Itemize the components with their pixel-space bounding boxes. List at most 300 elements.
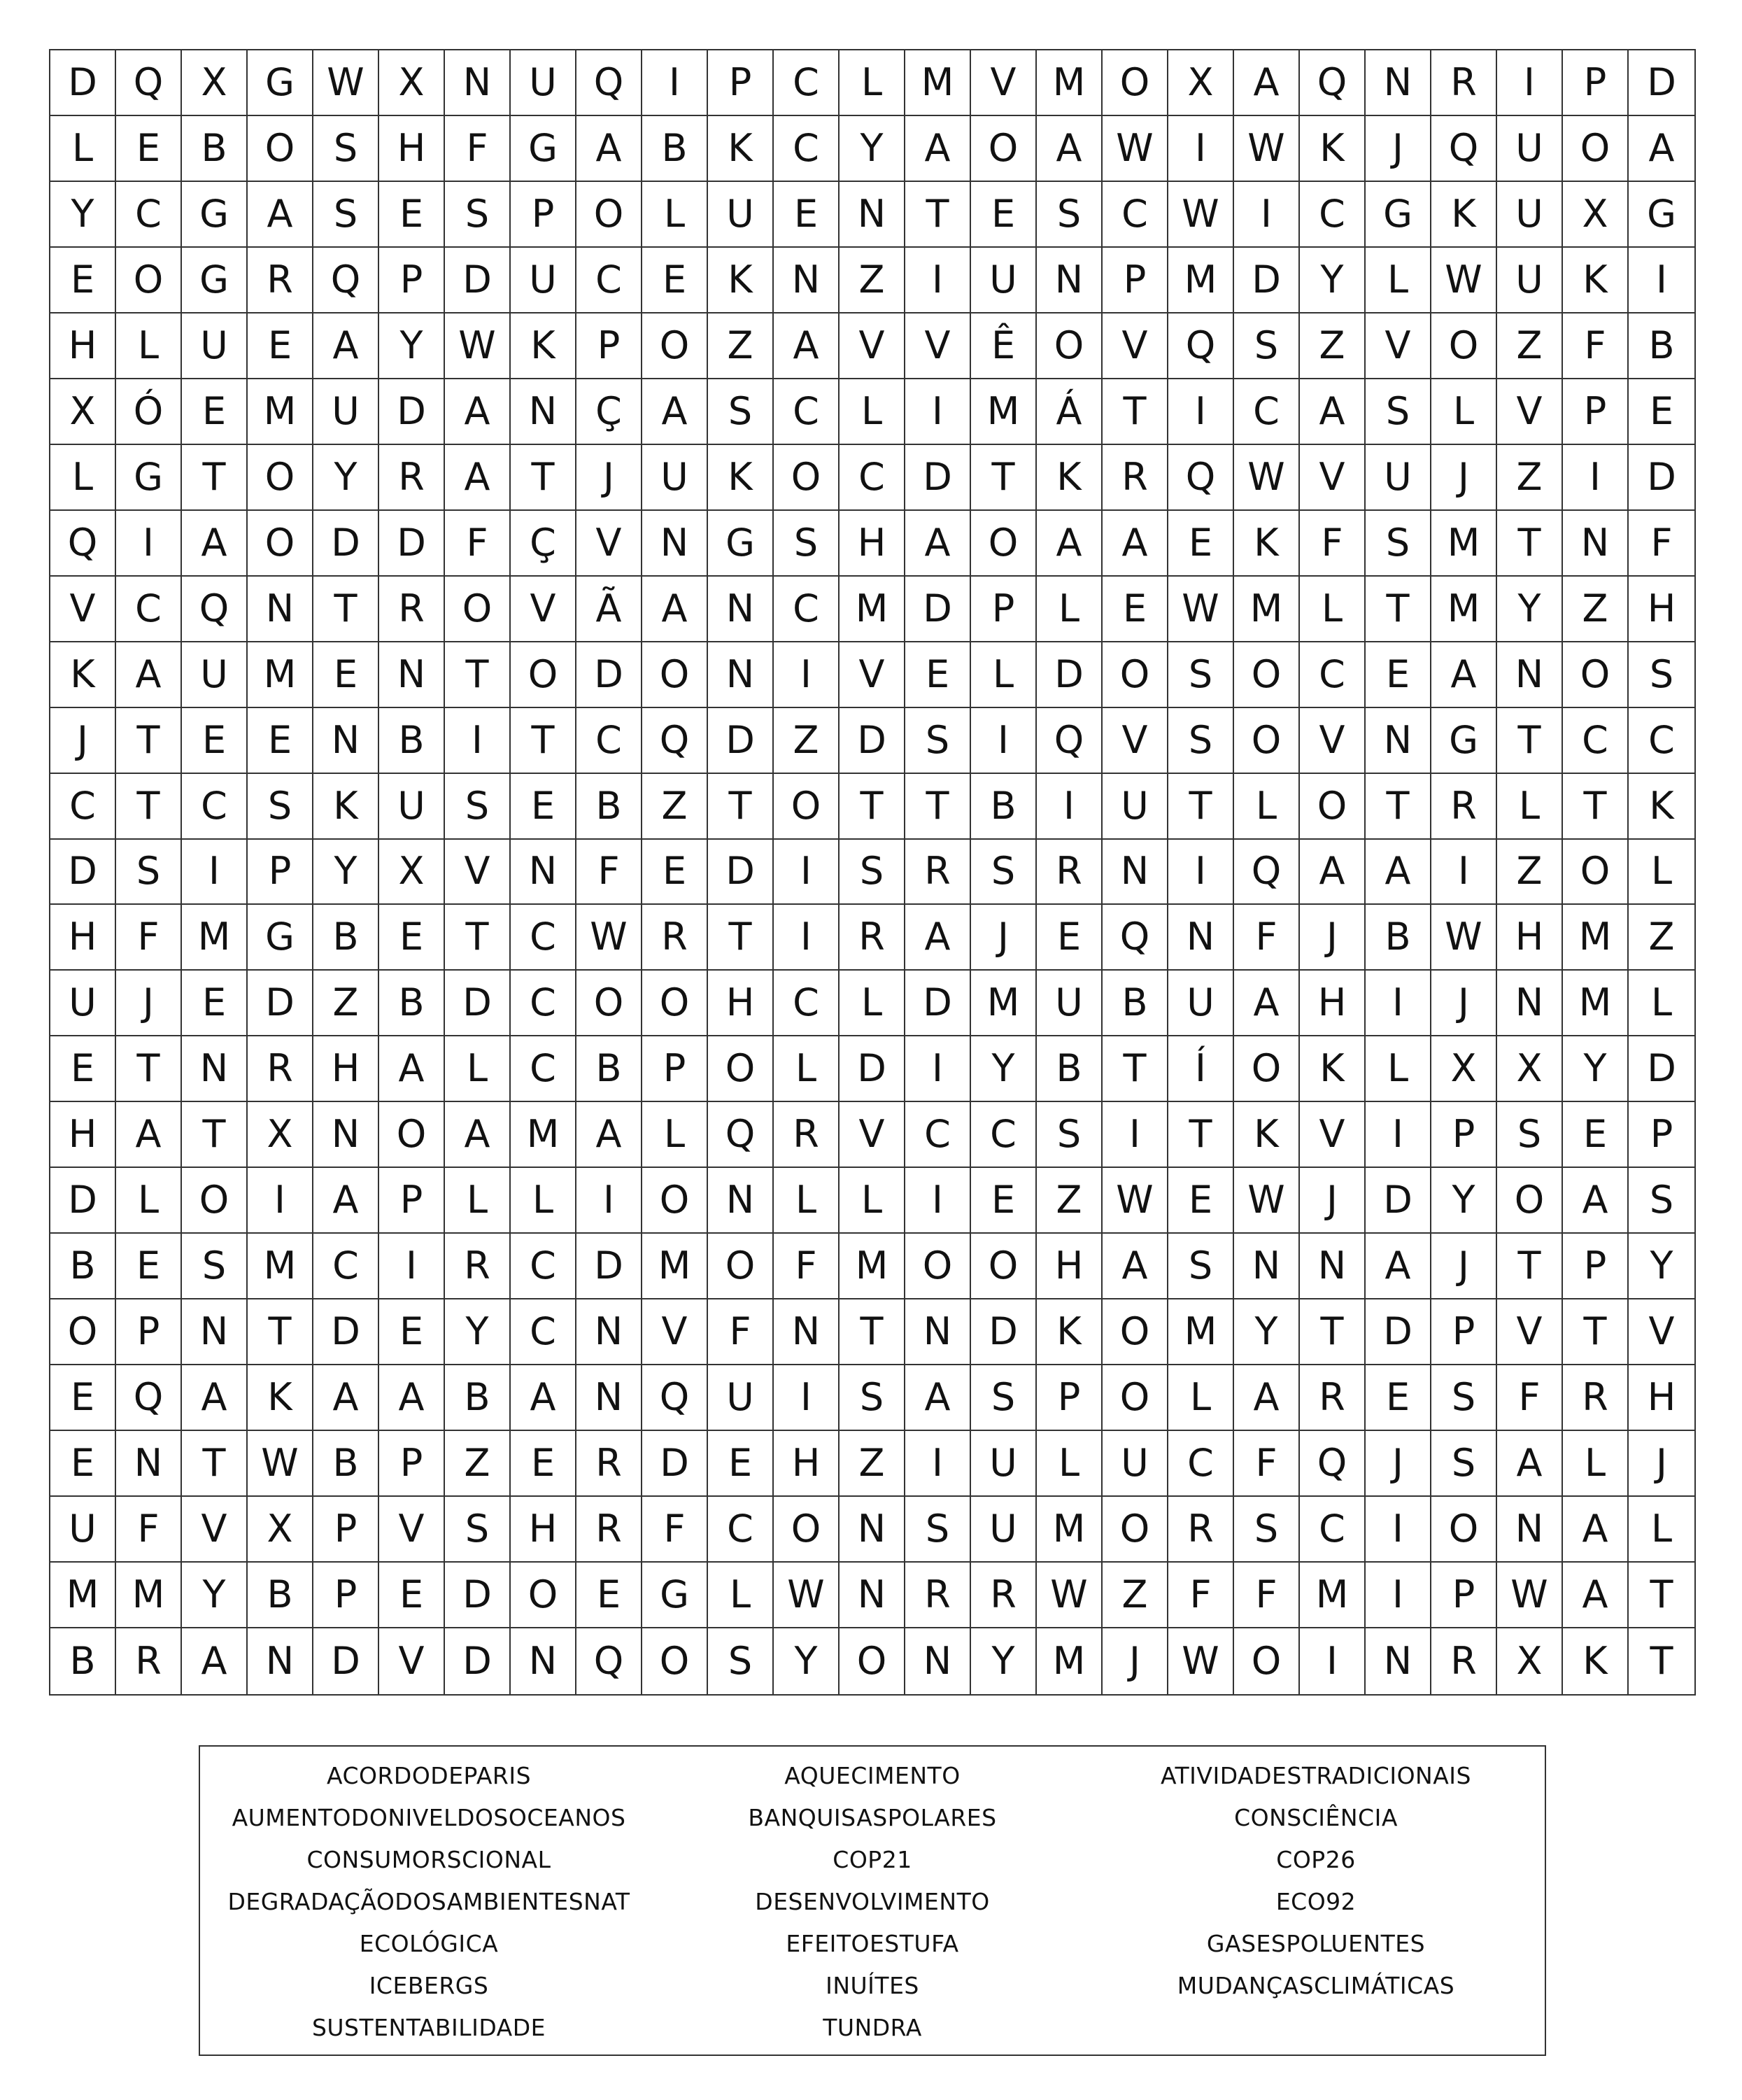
grid-cell[interactable]: Q — [642, 1365, 708, 1431]
grid-cell[interactable]: D — [1234, 248, 1300, 313]
grid-cell[interactable]: S — [1037, 1102, 1103, 1168]
grid-cell[interactable]: Z — [642, 774, 708, 840]
grid-cell[interactable]: O — [511, 1563, 576, 1628]
grid-cell[interactable]: M — [1431, 511, 1497, 577]
grid-cell[interactable]: P — [248, 840, 313, 905]
grid-cell[interactable]: S — [1168, 708, 1234, 774]
grid-cell[interactable]: S — [708, 379, 774, 445]
grid-cell[interactable]: A — [905, 511, 971, 577]
grid-cell[interactable]: S — [1431, 1431, 1497, 1497]
grid-cell[interactable]: O — [248, 445, 313, 511]
grid-cell[interactable]: G — [1366, 182, 1431, 248]
grid-cell[interactable]: E — [379, 1563, 445, 1628]
grid-cell[interactable]: A — [116, 1102, 182, 1168]
grid-cell[interactable]: N — [116, 1431, 182, 1497]
grid-cell[interactable]: L — [1629, 840, 1694, 905]
grid-cell[interactable]: C — [313, 1234, 379, 1299]
grid-cell[interactable]: S — [905, 1497, 971, 1563]
grid-cell[interactable]: C — [1300, 642, 1366, 708]
grid-cell[interactable]: H — [1037, 1234, 1103, 1299]
grid-cell[interactable]: B — [576, 774, 642, 840]
grid-cell[interactable]: Z — [1037, 1168, 1103, 1234]
grid-cell[interactable]: T — [116, 708, 182, 774]
grid-cell[interactable]: E — [116, 1234, 182, 1299]
grid-cell[interactable]: J — [1431, 445, 1497, 511]
grid-cell[interactable]: O — [1497, 1168, 1563, 1234]
grid-cell[interactable]: D — [248, 971, 313, 1036]
grid-cell[interactable]: G — [511, 116, 576, 182]
grid-cell[interactable]: Z — [1563, 577, 1629, 642]
grid-cell[interactable]: Z — [313, 971, 379, 1036]
grid-cell[interactable]: P — [1103, 248, 1168, 313]
grid-cell[interactable]: O — [576, 971, 642, 1036]
grid-cell[interactable]: N — [1366, 1628, 1431, 1694]
grid-cell[interactable]: Ã — [576, 577, 642, 642]
grid-cell[interactable]: U — [313, 379, 379, 445]
grid-cell[interactable]: K — [708, 248, 774, 313]
grid-cell[interactable]: C — [116, 577, 182, 642]
grid-cell[interactable]: I — [1431, 840, 1497, 905]
grid-cell[interactable]: O — [1563, 840, 1629, 905]
grid-cell[interactable]: O — [774, 774, 840, 840]
grid-cell[interactable]: O — [642, 313, 708, 379]
grid-cell[interactable]: B — [971, 774, 1037, 840]
grid-cell[interactable]: G — [116, 445, 182, 511]
grid-cell[interactable]: C — [1234, 379, 1300, 445]
grid-cell[interactable]: O — [576, 182, 642, 248]
grid-cell[interactable]: W — [1497, 1563, 1563, 1628]
grid-cell[interactable]: V — [1300, 445, 1366, 511]
grid-cell[interactable]: O — [774, 1497, 840, 1563]
grid-cell[interactable]: J — [1300, 1168, 1366, 1234]
grid-cell[interactable]: O — [1103, 642, 1168, 708]
grid-cell[interactable]: S — [1431, 1365, 1497, 1431]
grid-cell[interactable]: R — [905, 1563, 971, 1628]
grid-cell[interactable]: O — [840, 1628, 905, 1694]
grid-cell[interactable]: Z — [1300, 313, 1366, 379]
grid-cell[interactable]: M — [50, 1563, 116, 1628]
grid-cell[interactable]: U — [1497, 248, 1563, 313]
grid-cell[interactable]: A — [1037, 511, 1103, 577]
grid-cell[interactable]: S — [1234, 313, 1300, 379]
grid-cell[interactable]: D — [50, 1168, 116, 1234]
grid-cell[interactable]: L — [1366, 1036, 1431, 1102]
grid-cell[interactable]: Z — [1497, 840, 1563, 905]
grid-cell[interactable]: A — [445, 445, 511, 511]
grid-cell[interactable]: S — [971, 840, 1037, 905]
grid-cell[interactable]: J — [50, 708, 116, 774]
grid-cell[interactable]: E — [1366, 642, 1431, 708]
grid-cell[interactable]: P — [642, 1036, 708, 1102]
grid-cell[interactable]: F — [708, 1299, 774, 1365]
grid-cell[interactable]: Y — [1629, 1234, 1694, 1299]
grid-cell[interactable]: Z — [840, 1431, 905, 1497]
grid-cell[interactable]: M — [1037, 50, 1103, 116]
grid-cell[interactable]: W — [248, 1431, 313, 1497]
grid-cell[interactable]: X — [1563, 182, 1629, 248]
grid-cell[interactable]: M — [248, 379, 313, 445]
grid-cell[interactable]: H — [50, 313, 116, 379]
grid-cell[interactable]: U — [511, 50, 576, 116]
grid-cell[interactable]: J — [1366, 116, 1431, 182]
grid-cell[interactable]: M — [840, 1234, 905, 1299]
grid-cell[interactable]: V — [576, 511, 642, 577]
grid-cell[interactable]: P — [1563, 50, 1629, 116]
grid-cell[interactable]: E — [905, 642, 971, 708]
grid-cell[interactable]: E — [1168, 511, 1234, 577]
grid-cell[interactable]: I — [905, 379, 971, 445]
grid-cell[interactable]: E — [1629, 379, 1694, 445]
grid-cell[interactable]: F — [116, 1497, 182, 1563]
grid-cell[interactable]: W — [1037, 1563, 1103, 1628]
grid-cell[interactable]: R — [379, 445, 445, 511]
grid-cell[interactable]: E — [576, 1563, 642, 1628]
grid-cell[interactable]: B — [248, 1563, 313, 1628]
grid-cell[interactable]: Z — [840, 248, 905, 313]
grid-cell[interactable]: E — [1563, 1102, 1629, 1168]
grid-cell[interactable]: N — [313, 708, 379, 774]
grid-cell[interactable]: C — [50, 774, 116, 840]
grid-cell[interactable]: D — [840, 1036, 905, 1102]
grid-cell[interactable]: T — [182, 445, 248, 511]
grid-cell[interactable]: R — [1431, 1628, 1497, 1694]
grid-cell[interactable]: V — [1629, 1299, 1694, 1365]
grid-cell[interactable]: Y — [1234, 1299, 1300, 1365]
grid-cell[interactable]: F — [116, 905, 182, 971]
grid-cell[interactable]: K — [313, 774, 379, 840]
grid-cell[interactable]: U — [1103, 1431, 1168, 1497]
grid-cell[interactable]: W — [1103, 1168, 1168, 1234]
grid-cell[interactable]: C — [971, 1102, 1037, 1168]
grid-cell[interactable]: L — [774, 1168, 840, 1234]
grid-cell[interactable]: J — [1431, 971, 1497, 1036]
grid-cell[interactable]: B — [642, 116, 708, 182]
grid-cell[interactable]: C — [1168, 1431, 1234, 1497]
grid-cell[interactable]: U — [1103, 774, 1168, 840]
grid-cell[interactable]: P — [379, 1168, 445, 1234]
grid-cell[interactable]: E — [511, 774, 576, 840]
grid-cell[interactable]: V — [1300, 708, 1366, 774]
grid-cell[interactable]: C — [1629, 708, 1694, 774]
grid-cell[interactable]: A — [1563, 1497, 1629, 1563]
grid-cell[interactable]: J — [1629, 1431, 1694, 1497]
grid-cell[interactable]: A — [905, 1365, 971, 1431]
grid-cell[interactable]: W — [1234, 445, 1300, 511]
grid-cell[interactable]: U — [971, 1431, 1037, 1497]
grid-cell[interactable]: P — [379, 1431, 445, 1497]
grid-cell[interactable]: F — [445, 511, 511, 577]
grid-cell[interactable]: O — [445, 577, 511, 642]
grid-cell[interactable]: W — [576, 905, 642, 971]
grid-cell[interactable]: G — [182, 182, 248, 248]
grid-cell[interactable]: M — [1563, 971, 1629, 1036]
grid-cell[interactable]: N — [313, 1102, 379, 1168]
grid-cell[interactable]: X — [379, 840, 445, 905]
grid-cell[interactable]: D — [1629, 50, 1694, 116]
grid-cell[interactable]: B — [50, 1628, 116, 1694]
grid-cell[interactable]: C — [905, 1102, 971, 1168]
grid-cell[interactable]: F — [1234, 1431, 1300, 1497]
grid-cell[interactable]: O — [642, 1628, 708, 1694]
grid-cell[interactable]: U — [971, 1497, 1037, 1563]
grid-cell[interactable]: A — [1103, 1234, 1168, 1299]
grid-cell[interactable]: D — [1629, 445, 1694, 511]
grid-cell[interactable]: Q — [708, 1102, 774, 1168]
grid-cell[interactable]: E — [379, 1299, 445, 1365]
grid-cell[interactable]: E — [248, 708, 313, 774]
grid-cell[interactable]: P — [1563, 379, 1629, 445]
grid-cell[interactable]: O — [1037, 313, 1103, 379]
grid-cell[interactable]: E — [642, 248, 708, 313]
grid-cell[interactable]: K — [1037, 1299, 1103, 1365]
grid-cell[interactable]: D — [905, 971, 971, 1036]
grid-cell[interactable]: Z — [1103, 1563, 1168, 1628]
grid-cell[interactable]: R — [116, 1628, 182, 1694]
grid-cell[interactable]: R — [576, 1431, 642, 1497]
grid-cell[interactable]: I — [1366, 971, 1431, 1036]
grid-cell[interactable]: Q — [1300, 1431, 1366, 1497]
grid-cell[interactable]: E — [1366, 1365, 1431, 1431]
grid-cell[interactable]: T — [511, 708, 576, 774]
grid-cell[interactable]: D — [445, 248, 511, 313]
grid-cell[interactable]: C — [511, 1299, 576, 1365]
grid-cell[interactable]: D — [445, 1628, 511, 1694]
grid-cell[interactable]: H — [50, 905, 116, 971]
grid-cell[interactable]: S — [1629, 642, 1694, 708]
grid-cell[interactable]: C — [708, 1497, 774, 1563]
grid-cell[interactable]: U — [708, 1365, 774, 1431]
grid-cell[interactable]: D — [905, 445, 971, 511]
grid-cell[interactable]: L — [1629, 1497, 1694, 1563]
grid-cell[interactable]: Q — [50, 511, 116, 577]
grid-cell[interactable]: Z — [1497, 445, 1563, 511]
grid-cell[interactable]: W — [1168, 577, 1234, 642]
grid-cell[interactable]: E — [116, 116, 182, 182]
grid-cell[interactable]: I — [971, 708, 1037, 774]
grid-cell[interactable]: U — [1168, 971, 1234, 1036]
grid-cell[interactable]: F — [642, 1497, 708, 1563]
grid-cell[interactable]: R — [445, 1234, 511, 1299]
grid-cell[interactable]: R — [1168, 1497, 1234, 1563]
grid-cell[interactable]: A — [511, 1365, 576, 1431]
grid-cell[interactable]: I — [1037, 774, 1103, 840]
grid-cell[interactable]: C — [774, 379, 840, 445]
grid-cell[interactable]: D — [445, 1563, 511, 1628]
grid-cell[interactable]: L — [774, 1036, 840, 1102]
grid-cell[interactable]: A — [116, 642, 182, 708]
grid-cell[interactable]: N — [511, 379, 576, 445]
grid-cell[interactable]: H — [379, 116, 445, 182]
grid-cell[interactable]: F — [445, 116, 511, 182]
grid-cell[interactable]: F — [774, 1234, 840, 1299]
grid-cell[interactable]: P — [313, 1563, 379, 1628]
grid-cell[interactable]: M — [1168, 248, 1234, 313]
grid-cell[interactable]: T — [840, 774, 905, 840]
grid-cell[interactable]: O — [1103, 1299, 1168, 1365]
grid-cell[interactable]: W — [1234, 116, 1300, 182]
grid-cell[interactable]: O — [642, 642, 708, 708]
grid-cell[interactable]: D — [642, 1431, 708, 1497]
grid-cell[interactable]: G — [1629, 182, 1694, 248]
grid-cell[interactable]: Q — [1300, 50, 1366, 116]
grid-cell[interactable]: A — [576, 1102, 642, 1168]
grid-cell[interactable]: D — [313, 1628, 379, 1694]
grid-cell[interactable]: P — [313, 1497, 379, 1563]
grid-cell[interactable]: K — [1234, 511, 1300, 577]
grid-cell[interactable]: Ç — [576, 379, 642, 445]
grid-cell[interactable]: B — [1629, 313, 1694, 379]
grid-cell[interactable]: I — [1168, 116, 1234, 182]
grid-cell[interactable]: S — [708, 1628, 774, 1694]
grid-cell[interactable]: A — [1234, 971, 1300, 1036]
grid-cell[interactable]: L — [708, 1563, 774, 1628]
grid-cell[interactable]: T — [1168, 1102, 1234, 1168]
grid-cell[interactable]: I — [1168, 840, 1234, 905]
grid-cell[interactable]: D — [1366, 1168, 1431, 1234]
grid-cell[interactable]: L — [116, 313, 182, 379]
grid-cell[interactable]: G — [642, 1563, 708, 1628]
grid-cell[interactable]: L — [1300, 577, 1366, 642]
grid-cell[interactable]: H — [511, 1497, 576, 1563]
grid-cell[interactable]: M — [905, 50, 971, 116]
grid-cell[interactable]: O — [1234, 708, 1300, 774]
grid-cell[interactable]: R — [905, 840, 971, 905]
grid-cell[interactable]: N — [774, 248, 840, 313]
grid-cell[interactable]: L — [1037, 577, 1103, 642]
grid-cell[interactable]: L — [1234, 774, 1300, 840]
grid-cell[interactable]: P — [1431, 1299, 1497, 1365]
grid-cell[interactable]: I — [1300, 1628, 1366, 1694]
grid-cell[interactable]: A — [642, 577, 708, 642]
grid-cell[interactable]: U — [1497, 116, 1563, 182]
grid-cell[interactable]: S — [1168, 1234, 1234, 1299]
grid-cell[interactable]: E — [1168, 1168, 1234, 1234]
grid-cell[interactable]: O — [642, 971, 708, 1036]
grid-cell[interactable]: M — [248, 642, 313, 708]
grid-cell[interactable]: J — [576, 445, 642, 511]
grid-cell[interactable]: R — [1300, 1365, 1366, 1431]
grid-cell[interactable]: N — [1300, 1234, 1366, 1299]
grid-cell[interactable]: J — [1366, 1431, 1431, 1497]
grid-cell[interactable]: P — [708, 50, 774, 116]
grid-cell[interactable]: D — [576, 642, 642, 708]
grid-cell[interactable]: D — [50, 840, 116, 905]
grid-cell[interactable]: C — [576, 248, 642, 313]
grid-cell[interactable]: E — [1037, 905, 1103, 971]
grid-cell[interactable]: C — [1300, 182, 1366, 248]
grid-cell[interactable]: R — [1431, 50, 1497, 116]
grid-cell[interactable]: M — [1037, 1497, 1103, 1563]
grid-cell[interactable]: A — [182, 1628, 248, 1694]
grid-cell[interactable]: Y — [971, 1628, 1037, 1694]
grid-cell[interactable]: P — [971, 577, 1037, 642]
grid-cell[interactable]: Y — [774, 1628, 840, 1694]
grid-cell[interactable]: A — [642, 379, 708, 445]
grid-cell[interactable]: K — [50, 642, 116, 708]
grid-cell[interactable]: I — [642, 50, 708, 116]
grid-cell[interactable]: O — [1103, 50, 1168, 116]
grid-cell[interactable]: S — [774, 511, 840, 577]
grid-cell[interactable]: V — [445, 840, 511, 905]
grid-cell[interactable]: T — [1497, 1234, 1563, 1299]
grid-cell[interactable]: J — [1103, 1628, 1168, 1694]
grid-cell[interactable]: P — [1431, 1563, 1497, 1628]
grid-cell[interactable]: T — [1497, 708, 1563, 774]
grid-cell[interactable]: I — [1497, 50, 1563, 116]
grid-cell[interactable]: Q — [182, 577, 248, 642]
grid-cell[interactable]: E — [1103, 577, 1168, 642]
grid-cell[interactable]: J — [1431, 1234, 1497, 1299]
grid-cell[interactable]: O — [1300, 774, 1366, 840]
grid-cell[interactable]: B — [182, 116, 248, 182]
grid-cell[interactable]: W — [1234, 1168, 1300, 1234]
grid-cell[interactable]: L — [50, 445, 116, 511]
grid-cell[interactable]: Y — [1300, 248, 1366, 313]
grid-cell[interactable]: R — [1037, 840, 1103, 905]
grid-cell[interactable]: D — [1629, 1036, 1694, 1102]
grid-cell[interactable]: B — [576, 1036, 642, 1102]
grid-cell[interactable]: D — [50, 50, 116, 116]
grid-cell[interactable]: M — [840, 577, 905, 642]
grid-cell[interactable]: R — [576, 1497, 642, 1563]
grid-cell[interactable]: V — [840, 1102, 905, 1168]
grid-cell[interactable]: D — [1037, 642, 1103, 708]
grid-cell[interactable]: D — [576, 1234, 642, 1299]
grid-cell[interactable]: N — [905, 1628, 971, 1694]
grid-cell[interactable]: U — [1497, 182, 1563, 248]
grid-cell[interactable]: S — [840, 840, 905, 905]
grid-cell[interactable]: U — [1366, 445, 1431, 511]
grid-cell[interactable]: B — [445, 1365, 511, 1431]
grid-cell[interactable]: F — [1629, 511, 1694, 577]
grid-cell[interactable]: H — [1497, 905, 1563, 971]
grid-cell[interactable]: T — [905, 182, 971, 248]
grid-cell[interactable]: Z — [1497, 313, 1563, 379]
grid-cell[interactable]: A — [576, 116, 642, 182]
grid-cell[interactable]: D — [379, 511, 445, 577]
grid-cell[interactable]: R — [971, 1563, 1037, 1628]
grid-cell[interactable]: K — [1300, 1036, 1366, 1102]
grid-cell[interactable]: C — [511, 1036, 576, 1102]
grid-cell[interactable]: A — [248, 182, 313, 248]
grid-cell[interactable]: S — [971, 1365, 1037, 1431]
grid-cell[interactable]: A — [1629, 116, 1694, 182]
grid-cell[interactable]: H — [840, 511, 905, 577]
grid-cell[interactable]: L — [445, 1036, 511, 1102]
grid-cell[interactable]: U — [1037, 971, 1103, 1036]
grid-cell[interactable]: N — [511, 1628, 576, 1694]
grid-cell[interactable]: I — [116, 511, 182, 577]
grid-cell[interactable]: Y — [840, 116, 905, 182]
grid-cell[interactable]: Y — [182, 1563, 248, 1628]
grid-cell[interactable]: E — [182, 708, 248, 774]
grid-cell[interactable]: U — [642, 445, 708, 511]
grid-cell[interactable]: A — [1103, 511, 1168, 577]
grid-cell[interactable]: T — [708, 774, 774, 840]
grid-cell[interactable]: T — [445, 642, 511, 708]
grid-cell[interactable]: O — [1234, 1036, 1300, 1102]
grid-cell[interactable]: D — [708, 840, 774, 905]
grid-cell[interactable]: N — [1366, 50, 1431, 116]
grid-cell[interactable]: E — [642, 840, 708, 905]
grid-cell[interactable]: I — [1168, 379, 1234, 445]
grid-cell[interactable]: P — [511, 182, 576, 248]
grid-cell[interactable]: Z — [708, 313, 774, 379]
grid-cell[interactable]: Q — [1234, 840, 1300, 905]
grid-cell[interactable]: K — [1300, 116, 1366, 182]
grid-cell[interactable]: N — [840, 1497, 905, 1563]
grid-cell[interactable]: U — [379, 774, 445, 840]
